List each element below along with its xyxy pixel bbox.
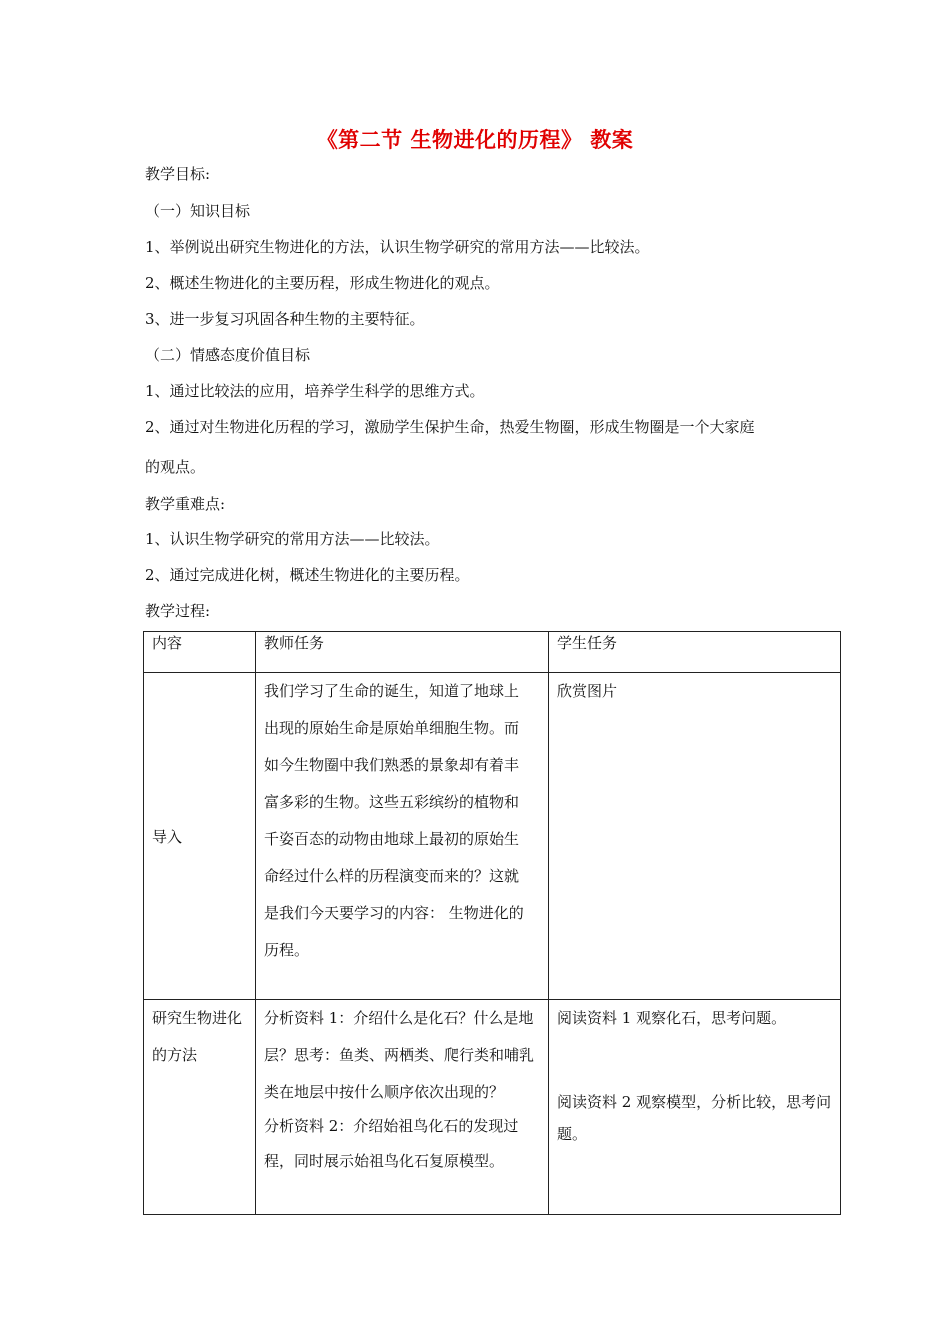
content-text-line: 研究生物进化	[152, 1009, 243, 1027]
teacher-text-line: 是我们今天要学习的内容： 生物进化的	[264, 904, 524, 922]
row-content-method	[144, 1000, 256, 1215]
student-text-line: 阅读资料 2 观察模型，分析比较，思考问	[557, 1093, 832, 1111]
teacher-text-line: 我们学习了生命的诞生，知道了地球上	[264, 682, 520, 700]
emotion-item: 1、通过比较法的应用，培养学生科学的思维方式。	[145, 382, 485, 400]
teacher-text-line: 如今生物圈中我们熟悉的景象却有着丰	[264, 756, 520, 774]
teacher-text-line: 程，同时展示始祖鸟化石复原模型。	[264, 1152, 505, 1170]
teacher-text-line: 富多彩的生物。这些五彩缤纷的植物和	[264, 793, 520, 811]
knowledge-item: 3、进一步复习巩固各种生物的主要特征。	[145, 310, 425, 328]
student-text-line: 题。	[557, 1125, 588, 1143]
knowledge-item: 2、概述生物进化的主要历程，形成生物进化的观点。	[145, 274, 500, 292]
knowledge-item: 1、举例说出研究生物进化的方法，认识生物学研究的常用方法——比较法。	[145, 238, 650, 256]
row-teacher-task	[256, 673, 549, 1000]
emotion-item: 的观点。	[145, 458, 206, 476]
content-text-line: 的方法	[152, 1046, 198, 1064]
table-row	[144, 1000, 841, 1215]
key-item: 1、认识生物学研究的常用方法——比较法。	[145, 530, 440, 548]
teacher-text-line: 千姿百态的动物由地球上最初的原始生	[264, 830, 520, 848]
emotion-item: 2、通过对生物进化历程的学习，激励学生保护生命，热爱生物圈，形成生物圈是一个大家庭	[145, 418, 755, 436]
table-row	[144, 673, 841, 1000]
header-student-task: 学生任务	[549, 632, 841, 673]
student-text-line: 阅读资料 1 观察化石，思考问题。	[557, 1009, 787, 1027]
header-content: 内容	[144, 632, 256, 673]
row-student-task	[549, 673, 841, 1000]
row-student-task	[549, 1000, 841, 1215]
teacher-text-line: 命经过什么样的历程演变而来的？这就	[264, 867, 520, 885]
teacher-text-line: 分析资料 1：介绍什么是化石？什么是地	[264, 1009, 534, 1027]
teacher-text-line: 出现的原始生命是原始单细胞生物。而	[264, 719, 520, 737]
key-item: 2、通过完成进化树，概述生物进化的主要历程。	[145, 566, 470, 584]
teacher-text-line: 历程。	[264, 941, 310, 959]
objectives-heading: 教学目标:	[145, 165, 211, 183]
document-title: 《第二节 生物进化的历程》 教案	[316, 127, 634, 152]
knowledge-heading: （一）知识目标	[145, 202, 251, 220]
process-heading: 教学过程:	[145, 602, 211, 620]
student-text-line: 欣赏图片	[557, 682, 618, 700]
spacer	[557, 1037, 832, 1085]
teacher-text-line: 分析资料 2：介绍始祖鸟化石的发现过	[264, 1117, 519, 1135]
teacher-text-line: 类在地层中按什么顺序依次出现的？	[264, 1083, 505, 1101]
row-content-intro: 导入	[144, 673, 256, 1000]
row-teacher-task	[256, 1000, 549, 1215]
key-heading: 教学重难点:	[145, 495, 226, 513]
table-header-row	[144, 632, 841, 673]
emotion-heading: （二）情感态度价值目标	[145, 346, 311, 364]
teaching-process-table	[143, 631, 841, 1215]
teacher-text-line: 层？思考：鱼类、两栖类、爬行类和哺乳	[264, 1046, 535, 1064]
header-teacher-task: 教师任务	[256, 632, 549, 673]
